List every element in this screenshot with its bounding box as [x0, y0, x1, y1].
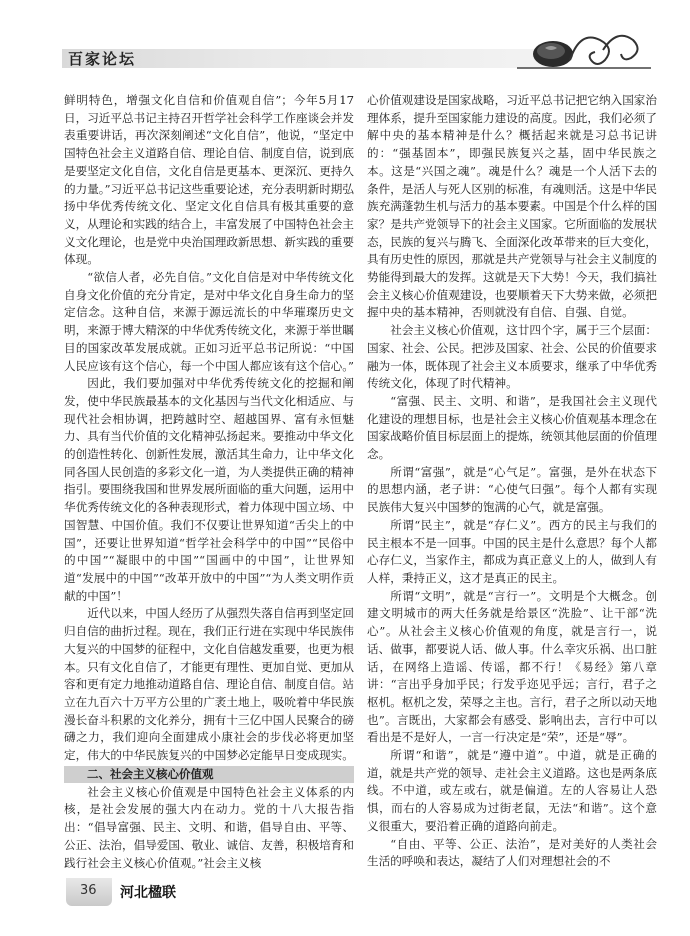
paragraph: 近代以来，中国人经历了从强烈失落自信再到坚定回归自信的曲折过程。现在，我们正行进在实现中华民族伟大复兴的中国梦的征程中，文化自信越发重要，也更为根本。只有文化自信了，才能更有理性、更加自觉、更加从容和更有定力地推动道路自信、理论自信、制度自信。站立在九百六十万平方公里的广袤土地上，吸吮着中华民族漫长奋斗积累的文化养分，拥有十三亿中国人民聚合的磅礴之力，我们迎向全面建成小康社会的步伐必将更加坚定，伟大的中华民族复兴的中国梦必定能早日变成现实。	[64, 606, 354, 763]
paragraph: 所谓“民主”，就是“存仁义”。西方的民主与我们的民主根本不是一回事。中国的民主是什么意思？每个人都心存仁义，当家作主，都成为真正意义上的人，做到人有人样，秉持正义，这才是真正的民主。	[367, 517, 657, 585]
paragraph: 所谓“和谐”，就是“遵中道”。中道，就是正确的道，就是共产党的领导、走社会主义道路。这也是两条底线。不中道，或左或右，就是偏道。左的人容易让人恐惧，而右的人容易成为过街老鼠，无法“和谐”。这个意义很重大，要沿着正确的道路向前走。	[367, 748, 657, 833]
paragraph: 所谓“文明”，就是“言行一”。文明是个大概念。创建文明城市的两大任务就是给景区“洗脸”、让干部“洗心”。从社会主义核心价值观的角度，就是言行一，说话、做事，都要说人话、做人事。什么幸灾乐祸、出口脏话，在网络上造谣、传谣，都不行！《易经》第八章讲：“言出乎身加乎民；行发乎迩见乎远；言行，君子之枢机。枢机之发，荣辱之主也。言行，君子之所以动天地也”。言既出，大家都会有感受、影响出去，言行中可以看出是不是好人，一言一行决定是“荣”，还是“辱”。	[367, 588, 657, 745]
page-header	[0, 0, 690, 80]
paragraph: “欲信人者，必先自信。”文化自信是对中华传统文化自身文化价值的充分肯定，是对中华文化自身生命力的坚定信念。这种自信，来源于源远流长的中华璀璨历史文明，来源于博大精深的中华优秀传统文化，来源于举世瞩目的国家改革发展成就。正如习近平总书记所说：“中国人民应该有这个信心，每一个中国人都应该有这个信心。”	[64, 270, 354, 373]
page-footer	[0, 878, 690, 918]
section-heading: 二、社会主义核心价值观	[64, 766, 354, 783]
paragraph: “自由、平等、公正、法治”，是对美好的人类社会生活的呼唤和表达，凝结了人们对理想社会的不	[367, 836, 657, 869]
paragraph: 所谓“富强”，就是“心气足”。富强，是外在状态下的思想内涵，老子讲：“心使气曰强”。每个人都有实现民族伟大复兴中国梦的饱满的心气，就是富强。	[367, 464, 657, 515]
section-title: 百家论坛	[68, 50, 137, 68]
paragraph: 因此，我们要加强对中华优秀传统文化的挖掘和阐发，使中华民族最基本的文化基因与当代文化相适应、与现代社会相协调，把跨越时空、超越国界、富有永恒魅力、具有当代价值的文化精神弘扬起来。要推动中华文化的创造性转化、创新性发展，激活其生命力，让中华文化同各国人民创造的多彩文化一道，为人类提供正确的精神指引。要围绕我国和世界发展所面临的重大问题，运用中华优秀传统文化的各种表现形式，着力体现中国立场、中国智慧、中国价值。我们不仅要让世界知道“舌尖上的中国”，还要让世界知道“哲学社会科学中的中国”“民俗中的中国”“凝眼中的中国”“国画中的中国”，让世界知道“发展中的中国”“改革开放中的中国”“为人类文明作贡献的中国”！	[64, 376, 354, 603]
paragraph: 鲜明特色，增强文化自信和价值观自信”；今年5月17日，习近平总书记主持召开哲学社会科学工作座谈会并发表重要讲话，再次深刻阐述“文化自信”，他说，“坚定中国特色社会主义道路自信、理论自信、制度自信，说到底是要坚定文化自信，文化自信是更基本、更深沉、更持久的力量。”习近平总书记这些重要论述，充分表明新时期弘扬中华优秀传统文化、坚定文化自信具有极其重要的意义，从理论和实践的结合上，丰富发展了中国特色社会主义文化理论，也是党中央治国理政新思想、新实践的重要体现。	[64, 93, 354, 267]
left-column	[64, 92, 354, 872]
paragraph: 社会主义核心价值观，这廿四个字，属于三个层面：国家、社会、公民。把涉及国家、社会、公民的价值要求融为一体，既体现了社会主义本质要求，继承了中华优秀传统文化，体现了时代精神。	[367, 323, 657, 391]
paragraph: “富强、民主、文明、和谐”，是我国社会主义现代化建设的理想目标，也是社会主义核心价值观基本理念在国家战略价值目标层面上的提炼，统领其他层面的价值理念。	[367, 393, 657, 462]
right-column	[367, 92, 657, 871]
ornament-icon	[515, 20, 655, 75]
magazine-title: 河北楹联	[120, 885, 176, 901]
paragraph: 社会主义核心价值观是中国特色社会主义体系的内核，是社会发展的强大内在动力。党的十八大报告指出：“倡导富强、民主、文明、和谐，倡导自由、平等、公正、法治，倡导爱国、敬业、诚信、友善，积极培育和践行社会主义核心价值观。”社会主义核	[64, 784, 354, 870]
page-number: 36	[80, 883, 97, 898]
paragraph: 心价值观建设是国家战略，习近平总书记把它纳入国家治理体系，提升至国家能力建设的高度。因此，我们必须了解中央的基本精神是什么？概括起来就是习总书记讲的：“强基固本”，即强民族复兴之基，固中华民族之本。这是“兴国之魂”。魂是什么？魂是一个人活下去的条件，是活人与死人区别的标准，有魂则活。这是中华民族充满蓬勃生机与活力的基本要素。中国是个什么样的国家？是共产党领导下的社会主义国家。它所面临的发展状态，民族的复兴与腾飞、全面深化改革带来的巨大变化，具有历史性的原因，那就是共产党领导与社会主义制度的势能得到最大的发挥。这就是天下大势！今天，我们搞社会主义核心价值观建设，也要顺着天下大势来做，必须把握中央的基本精神，否则就没有自信、自强、自觉。	[367, 93, 657, 320]
